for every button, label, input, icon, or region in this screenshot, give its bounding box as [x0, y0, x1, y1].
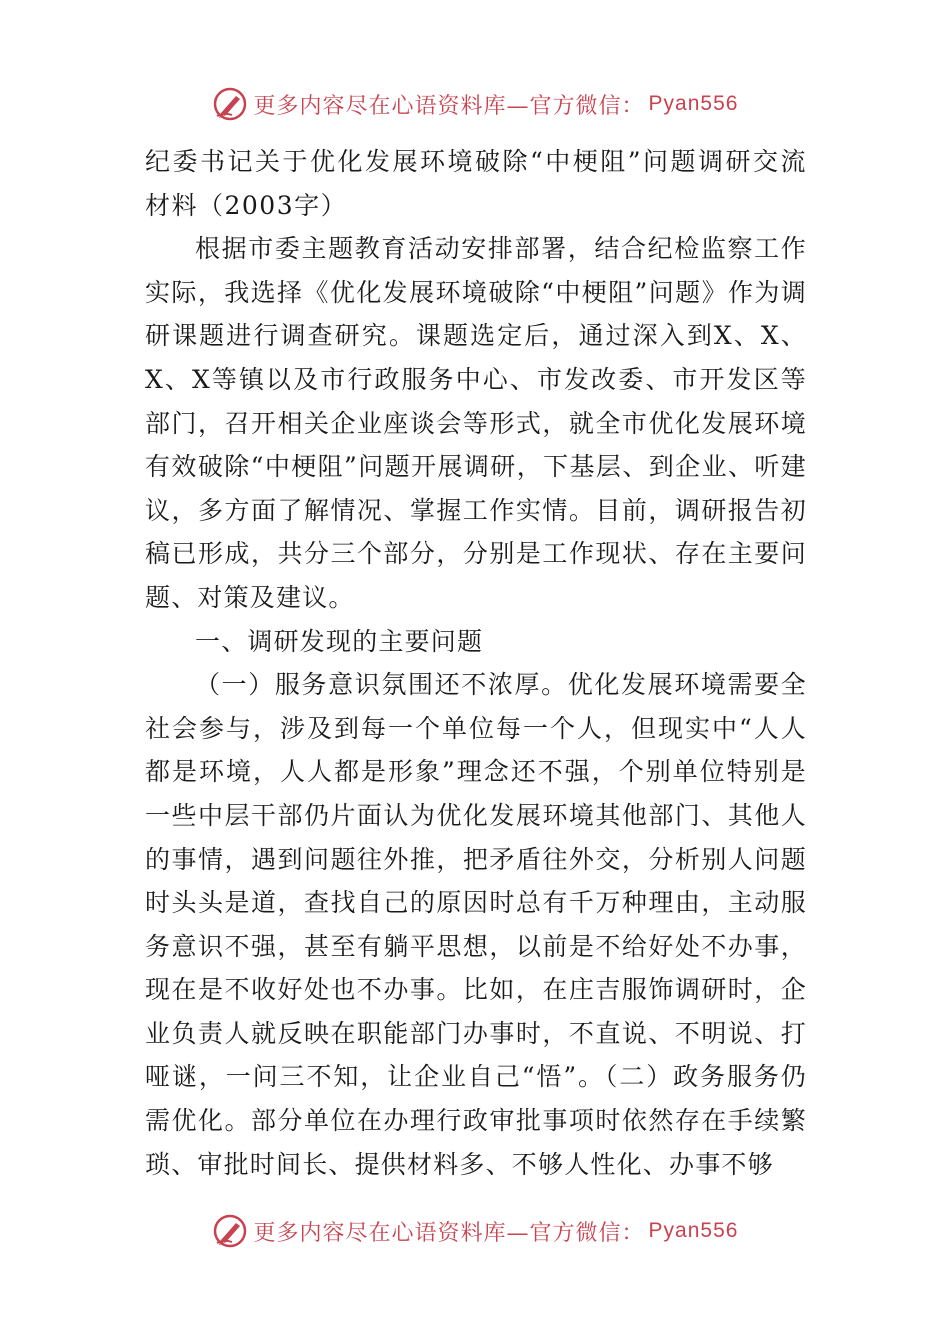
section-heading: 一、调研发现的主要问题	[195, 626, 484, 656]
watermark-footer	[0, 1211, 950, 1251]
watermark-wechat-id: Pyan556	[648, 1219, 739, 1242]
document-body	[145, 140, 807, 1186]
watermark-header	[0, 84, 950, 124]
paragraph-problems: （一）服务意识氛围还不浓厚。优化发展环境需要全社会参与，涉及到每一个单位每一个人，但现实中“人人都是环境，人人都是形象”理念还不强，个别单位特别是一些中层干部仍片面认为优化发展环境其他部门、其他人的事情，遇到问题往外推，把矛盾往外交，分析别人问题时头头是道，查找自己的原因时总有千万种理由，主动服务意识不强，甚至有躺平思想，以前是不给好处不办事，现在是不收好处也不办事。比如，在庄吉服饰调研时，企业负责人就反映在职能部门办事时，不直说、不明说、打哑谜，一问三不知，让企业自己“悟”。（二）政务服务仍需优化。部分单位在办理行政审批事项时依然存在手续繁琐、审批时间长、提供材料多、不够人性化、办事不够	[145, 670, 807, 1179]
document-title: 纪委书记关于优化发展环境破除“中梗阻”问题调研交流材料（2003字）	[145, 147, 807, 220]
watermark-text: 更多内容尽在心语资料库—官方微信：	[253, 1220, 645, 1246]
paragraph-intro: 根据市委主题教育活动安排部署，结合纪检监察工作实际，我选择《优化发展环境破除“中梗阻”问题》作为调研课题进行调查研究。课题选定后，通过深入到X、X、X、X等镇以及市行政服务中心、市发改委、市开发区等部门，召开相关企业座谈会等形式，就全市优化发展环境有效破除“中梗阻”问题开展调研，下基层、到企业、听建议，多方面了解情况、掌握工作实情。目前，调研报告初稿已形成，共分三个部分，分别是工作现状、存在主要问题、对策及建议。	[145, 234, 807, 612]
pen-logo-icon	[212, 86, 248, 122]
watermark-wechat-id: Pyan556	[648, 92, 739, 115]
watermark-text: 更多内容尽在心语资料库—官方微信：	[253, 93, 645, 119]
pen-logo-icon	[212, 1213, 248, 1249]
